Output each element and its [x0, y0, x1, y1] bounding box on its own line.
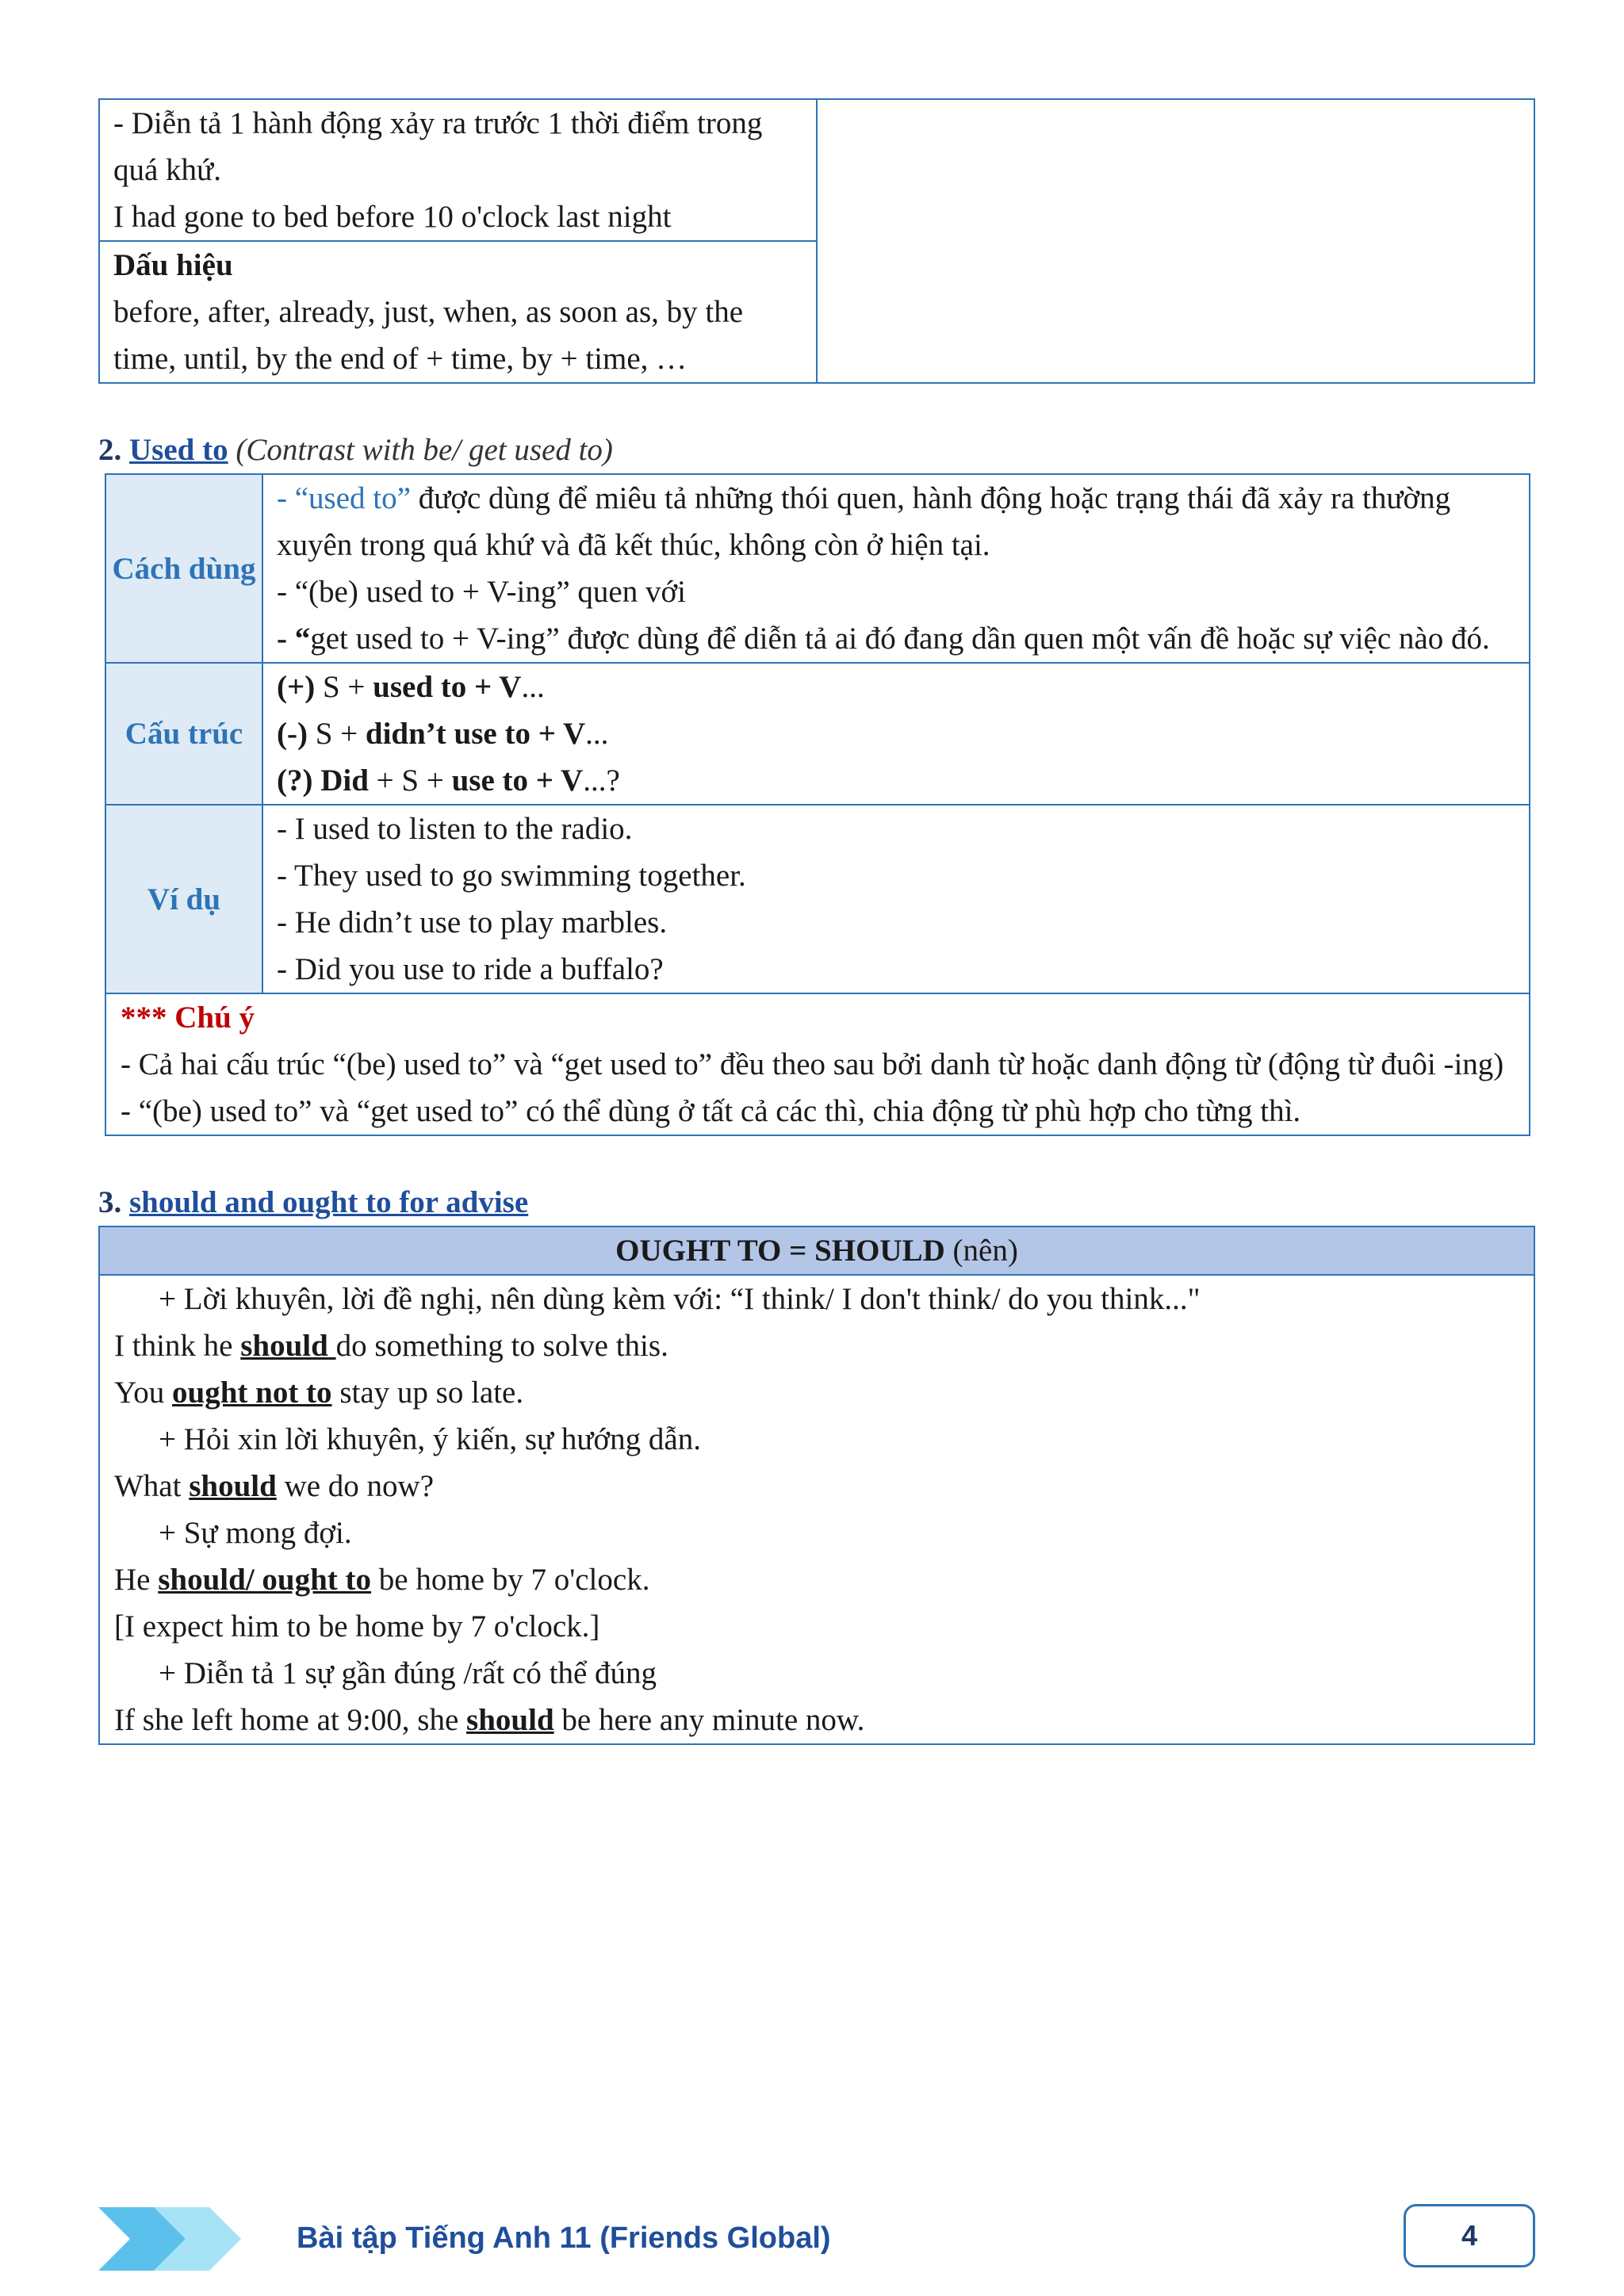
- section3-heading: [98, 1179, 1535, 1226]
- section3-number: 3.: [98, 1185, 122, 1219]
- structure-label: Cấu trúc: [105, 663, 262, 805]
- pos-verb: used to + V: [373, 670, 522, 704]
- should-table-header: [99, 1226, 1534, 1275]
- usage-line-1: [277, 475, 1515, 568]
- advice-bullet: + Diễn tả 1 sự gần đúng /rất có thể đúng: [159, 1656, 657, 1690]
- usage-line-3: [277, 615, 1515, 662]
- past-perfect-table: [98, 98, 1535, 384]
- example-line: [114, 1369, 1519, 1416]
- q-mark: (?) Did: [277, 763, 369, 798]
- usage-line-1-text: được dùng để miêu tả những thói quen, hành động hoặc trạng thái đã xảy ra thường xuyên trong quá khứ và đã kết thúc, không còn ở hiện tại.: [277, 481, 1451, 562]
- pos-mark: (+): [277, 670, 316, 704]
- header-rest: (nên): [944, 1234, 1018, 1268]
- neg-verb: didn’t use to + V: [365, 717, 586, 751]
- example-line: [114, 1556, 1519, 1603]
- example-item: - He didn’t use to play marbles.: [277, 905, 668, 939]
- structure-negative: [277, 710, 1515, 757]
- section2-number: 2.: [98, 433, 122, 467]
- pos-subject: S +: [315, 670, 373, 704]
- section2-paren: (Contrast with be/ get used to): [236, 433, 613, 467]
- page-content: [98, 98, 1535, 1745]
- advice-bullet: + Lời khuyên, lời đề nghị, nên dùng kèm với: “I think/ I don't think/ do you think...": [159, 1282, 1201, 1316]
- usage-line-2: - “(be) used to + V-ing” quen với: [277, 575, 686, 609]
- underlined-word: should: [240, 1329, 336, 1363]
- examples-content: [262, 805, 1530, 993]
- should-table-body: [99, 1275, 1534, 1744]
- text: If she left home at 9:00, she: [114, 1703, 467, 1737]
- structure-positive: [277, 664, 1515, 710]
- empty-cell: [817, 99, 1534, 383]
- note-title: *** Chú ý: [121, 1001, 255, 1035]
- text: do something to solve this.: [335, 1329, 668, 1363]
- text: He: [114, 1563, 159, 1597]
- text: be here any minute now.: [553, 1703, 865, 1737]
- usage-label: Cách dùng: [105, 474, 262, 663]
- underlined-word: should/ ought to: [158, 1563, 372, 1597]
- example-item: - Did you use to ride a buffalo?: [277, 952, 664, 986]
- underlined-word: should: [189, 1469, 277, 1503]
- advice-bullet: + Hỏi xin lời khuyên, ý kiến, sự hướng dẫn.: [159, 1422, 701, 1456]
- should-table: [98, 1226, 1535, 1745]
- neg-end: ...: [585, 717, 609, 751]
- example-line: [I expect him to be home by 7 o'clock.]: [114, 1609, 600, 1644]
- note-line: - Cả hai cấu trúc “(be) used to” và “get used to” đều theo sau bởi danh từ hoặc danh động từ (động từ đuôi -ing): [121, 1047, 1504, 1081]
- section2-heading: [98, 427, 1535, 473]
- chevron-arrows-icon: [98, 2207, 257, 2271]
- example-item: - I used to listen to the radio.: [277, 812, 633, 846]
- usage-content: [262, 474, 1530, 663]
- q-verb: use to + V: [451, 763, 584, 798]
- q-end: ...?: [583, 763, 620, 798]
- text: You: [114, 1376, 173, 1410]
- signs-cell: [99, 241, 817, 383]
- usage-line-3-mark: - “: [277, 622, 311, 656]
- usage-cell: [99, 99, 817, 241]
- example-line: [114, 1322, 1519, 1369]
- text: we do now?: [276, 1469, 435, 1503]
- example-line: I had gone to bed before 10 o'clock last night: [113, 200, 672, 234]
- pos-end: ...: [521, 670, 545, 704]
- neg-mark: (-): [277, 717, 308, 751]
- text: be home by 7 o'clock.: [371, 1563, 650, 1597]
- text: I think he: [114, 1329, 241, 1363]
- used-to-quote: - “used to”: [277, 481, 411, 515]
- signs-label: Dấu hiệu: [113, 248, 233, 282]
- signs-text: before, after, already, just, when, as soon as, by the time, until, by the end of + time, by + time, …: [113, 295, 744, 376]
- advice-bullet: + Sự mong đợi.: [159, 1516, 352, 1550]
- footer-title: Bài tập Tiếng Anh 11 (Friends Global): [297, 2221, 831, 2255]
- page-number: 4: [1404, 2204, 1535, 2267]
- text: What: [114, 1469, 190, 1503]
- example-line: [114, 1463, 1519, 1510]
- text: stay up so late.: [331, 1376, 524, 1410]
- section3-title-link[interactable]: should and ought to for advise: [129, 1185, 529, 1219]
- section2-title-link[interactable]: Used to: [129, 433, 228, 467]
- underlined-word: should: [466, 1703, 554, 1737]
- usage-line: - Diễn tả 1 hành động xảy ra trước 1 thời điểm trong quá khứ.: [113, 106, 763, 187]
- usage-line-3-text: get used to + V-ing” được dùng để diễn tả ai đó đang dần quen một vấn đề hoặc sự việc nào đó.: [310, 622, 1490, 656]
- example-line: [114, 1697, 1519, 1743]
- structure-content: [262, 663, 1530, 805]
- q-subject: + S +: [368, 763, 452, 798]
- header-bold: OUGHT TO = SHOULD: [615, 1234, 945, 1268]
- note-line: - “(be) used to” và “get used to” có thể dùng ở tất cả các thì, chia động từ phù hợp cho từng thì.: [121, 1094, 1301, 1128]
- example-item: - They used to go swimming together.: [277, 859, 746, 893]
- underlined-word: ought not to: [172, 1376, 332, 1410]
- footer: [98, 2204, 1535, 2272]
- examples-label: Ví dụ: [105, 805, 262, 993]
- used-to-table: [105, 473, 1530, 1136]
- structure-question: [277, 757, 1515, 804]
- note-cell: [105, 993, 1530, 1135]
- neg-subject: S +: [307, 717, 366, 751]
